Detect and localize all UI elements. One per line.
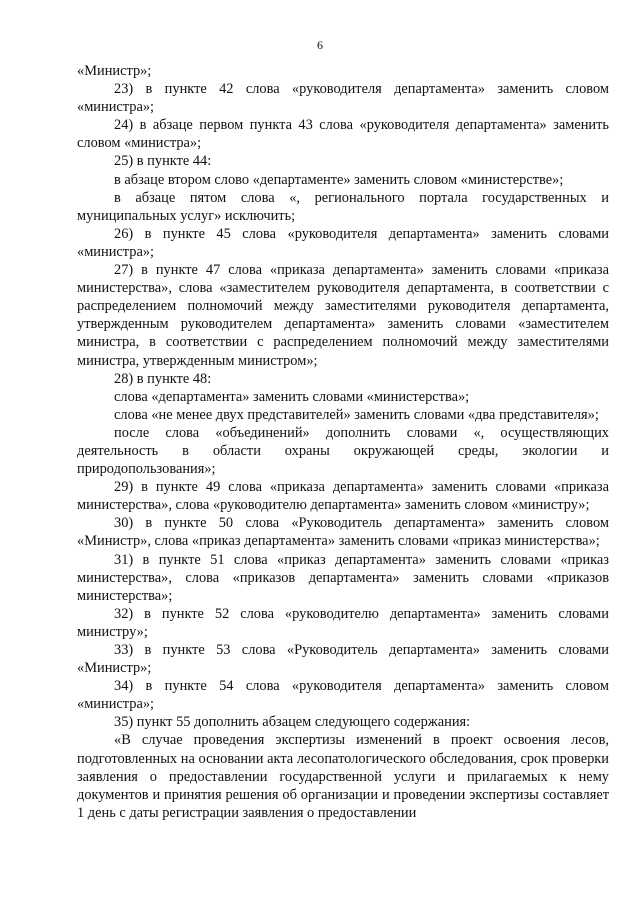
paragraph: 28) в пункте 48: [114, 370, 212, 387]
paragraph: 30) в пункте 50 слова «Руководитель департамента» заменить словом «Министр», слова «приказ департамента» заменить словами «приказ министерства»; [77, 515, 609, 550]
paragraph: 29) в пункте 49 слова «приказа департамента» заменить словами «приказа министерства», слова «руководителю департамента» заменить словом «министру»; [77, 479, 609, 514]
paragraph: слова «департамента» заменить словами «министерства»; [114, 388, 470, 405]
paragraph: 32) в пункте 52 слова «руководителю департамента» заменить словами министру»; [77, 605, 609, 640]
paragraph: в абзаце пятом слова «, регионального портала государственных и муниципальных услуг» исключить; [77, 189, 609, 224]
paragraph: после слова «объединений» дополнить словами «, осуществляющих деятельность в области охраны окружающей среды, экологии и природопользования»; [77, 424, 609, 478]
paragraph: 25) в пункте 44: [114, 153, 212, 170]
paragraph: 27) в пункте 47 слова «приказа департамента» заменить словами «приказа министерства», слова «заместителем руководителя департамента, в соответствии с распределением полномочий между заместителями руководителя департамента, утвержденным руководителем департамента» заменить словами «заместителем министра, в соответствии с распределением полномочий между заместителями министра, утвержденным министром»; [77, 262, 609, 369]
paragraph: 33) в пункте 53 слова «Руководитель департамента» заменить словами «Министр»; [77, 642, 609, 677]
document-body [77, 62, 609, 822]
paragraph: слова «не менее двух представителей» заменить словами «два представителя»; [114, 406, 599, 423]
page-number: 6 [317, 38, 323, 52]
paragraph: 31) в пункте 51 слова «приказ департамента» заменить словами «приказ министерства», слова «приказов департамента» заменить словами «приказов министерства»; [77, 551, 609, 604]
paragraph: 35) пункт 55 дополнить абзацем следующего содержания: [114, 714, 471, 731]
paragraph: 23) в пункте 42 слова «руководителя департамента» заменить словом «министра»; [77, 81, 609, 116]
paragraph: «В случае проведения экспертизы изменений в проект освоения лесов, подготовленных на основании акта лесопатологического обследования, срок проверки заявления о предоставлении государственной услуги и прилагаемых к нему документов и принятия решения об организации и проведении экспертизы составляет 1 день с даты регистрации заявления о предоставлении [77, 732, 609, 821]
paragraph: в абзаце втором слово «департаменте» заменить словом «министерстве»; [114, 171, 564, 188]
paragraph: 26) в пункте 45 слова «руководителя департамента» заменить словами «министра»; [77, 225, 609, 260]
paragraph: «Министр»; [77, 63, 152, 79]
paragraph: 24) в абзаце первом пункта 43 слова «руководителя департамента» заменить словом «министра»; [77, 117, 609, 152]
paragraph: 34) в пункте 54 слова «руководителя департамента» заменить словом «министра»; [77, 678, 609, 713]
